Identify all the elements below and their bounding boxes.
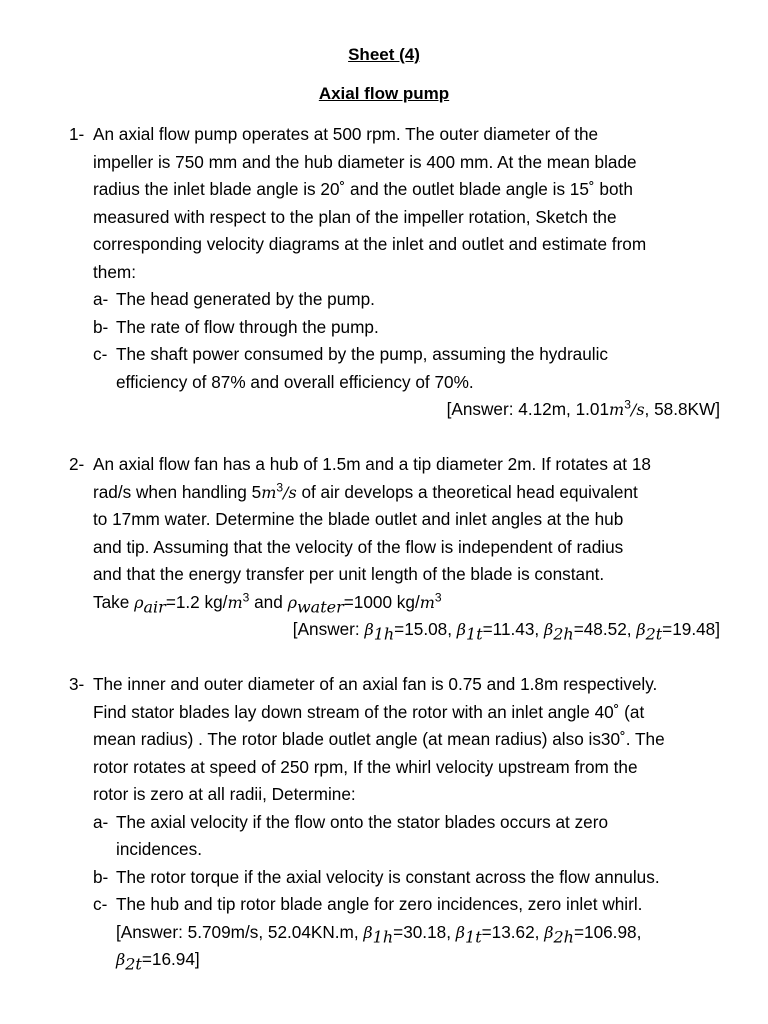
item-label: b- <box>93 317 109 337</box>
question-number: 1- <box>69 124 85 144</box>
answer-line: [Answer: 4.12m, $1.01m^3/s$, 58.8KW] <box>446 397 720 419</box>
question-line: An axial flow fan has a hub of 1.5m and a tip diameter 2m. If rotates at 18 <box>93 454 651 474</box>
item-text: The axial velocity if the flow onto the stator blades occurs at zero <box>116 812 609 832</box>
item-text: The hub and tip rotor blade angle for zero incidences, zero inlet whirl. <box>116 894 643 914</box>
item-label: b- <box>93 867 109 887</box>
question-line: rad/s when handling $5m^3/s$ of air develops a theoretical head equivalent <box>93 480 638 502</box>
item-label: a- <box>93 812 109 832</box>
item-label: c- <box>93 894 108 914</box>
question-line: them: <box>93 262 136 282</box>
question-line: Take $\rho_{air}=1.2$ $kg/m^3$ and $\rho_{water}=1000$ $kg/m^3$ <box>93 590 442 617</box>
item-label: c- <box>93 344 108 364</box>
item-text: The rate of flow through the pump. <box>116 317 379 337</box>
item-text: The shaft power consumed by the pump, assuming the hydraulic <box>116 344 609 364</box>
question-line: An axial flow pump operates at 500 rpm. The outer diameter of the <box>93 124 599 144</box>
answer-line: [Answer: $\beta_{1h}=15.08$, $\beta_{1t}=11.43$, $\beta_{2h}=48.52$, $\beta_{2t}=19.48$] <box>292 619 720 644</box>
question-line: measured with respect to the plan of the impeller rotation, Sketch the <box>93 207 617 227</box>
answer-line-continued: $\beta_{2t}=16.94$] <box>116 949 200 974</box>
question-number: 2- <box>69 454 85 474</box>
question-line: and tip. Assuming that the velocity of the flow is independent of radius <box>93 537 624 557</box>
item-text-continued: incidences. <box>116 839 202 859</box>
question-line: rotor rotates at speed of 250 rpm, If the whirl velocity upstream from the <box>93 757 638 777</box>
question-line: mean radius) . The rotor blade outlet angle (at mean radius) also is30˚. The <box>93 729 665 749</box>
question-line: corresponding velocity diagrams at the inlet and outlet and estimate from <box>93 234 647 254</box>
item-text: The head generated by the pump. <box>116 289 375 309</box>
sheet-subtitle: Axial flow pump <box>318 84 450 103</box>
question-line: radius the inlet blade angle is 20˚ and the outlet blade angle is 15˚ both <box>93 179 633 199</box>
item-text: The rotor torque if the axial velocity is constant across the flow annulus. <box>116 867 660 887</box>
item-label: a- <box>93 289 109 309</box>
answer-line: [Answer: 5.709m/s, 52.04KN.m, $\beta_{1h}=30.18$, $\beta_{1t}=13.62$, $\beta_{2h}=106.98$, <box>116 922 642 947</box>
question-line: rotor is zero at all radii, Determine: <box>93 784 356 804</box>
question-line: Find stator blades lay down stream of the rotor with an inlet angle 40˚ (at <box>93 702 645 722</box>
item-text-continued: efficiency of 87% and overall efficiency of 70%. <box>116 372 474 392</box>
sheet-title: Sheet (4) <box>348 45 420 64</box>
question-line: The inner and outer diameter of an axial fan is 0.75 and 1.8m respectively. <box>93 674 658 694</box>
question-line: to 17mm water. Determine the blade outlet and inlet angles at the hub <box>93 509 624 529</box>
question-line: and that the energy transfer per unit length of the blade is constant. <box>93 564 605 584</box>
question-line: impeller is 750 mm and the hub diameter is 400 mm. At the mean blade <box>93 152 637 172</box>
question-number: 3- <box>69 674 85 694</box>
